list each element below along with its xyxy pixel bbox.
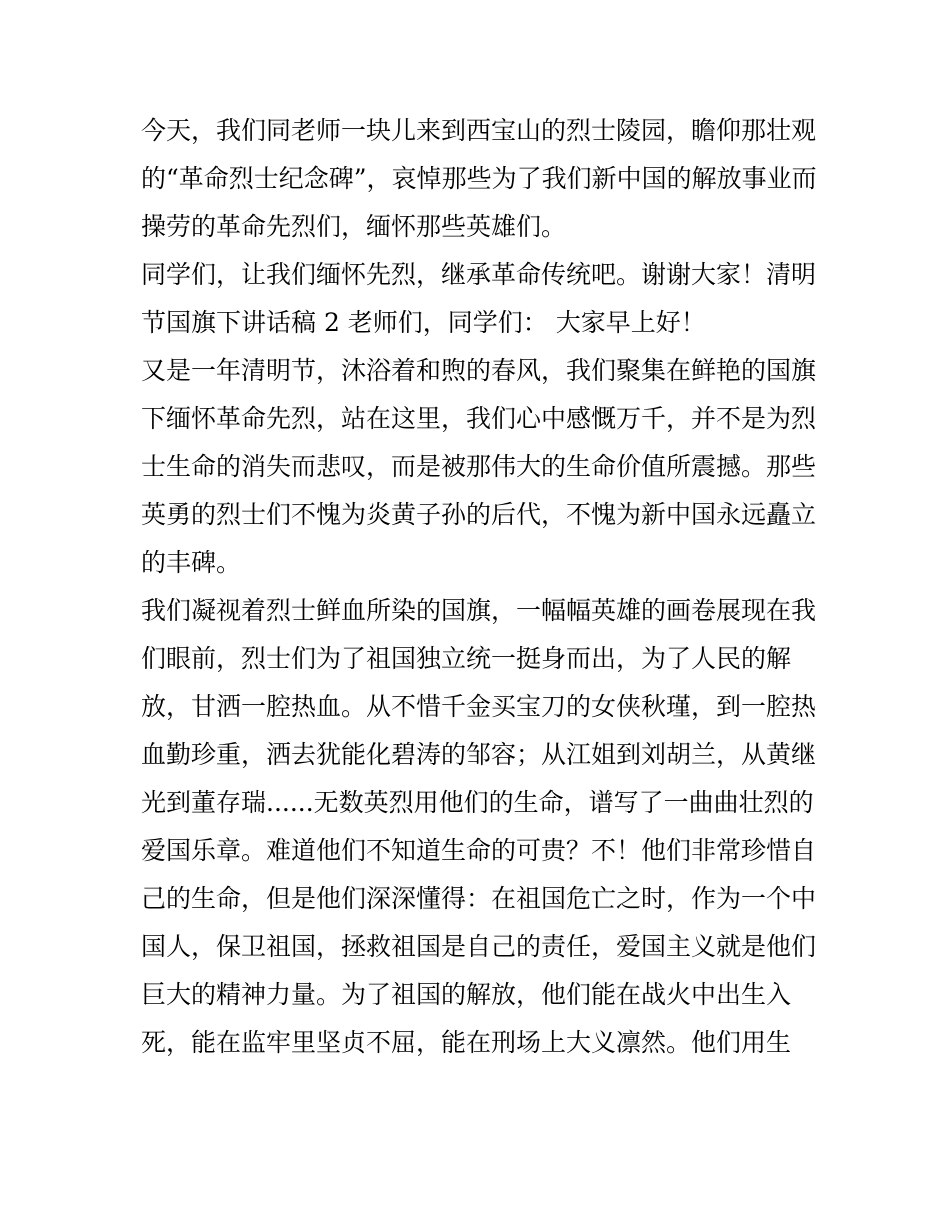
text-line: 巨大的精神力量。为了祖国的解放，他们能在战火中出生入 — [141, 980, 792, 1009]
text-line: 下缅怀革命先烈，站在这里，我们心中感慨万千，并不是为烈 — [141, 404, 817, 433]
text-line: 的“革命烈士纪念碑”，哀悼那些为了我们新中国的解放事业而 — [141, 164, 817, 193]
text-line: 的丰碑。 — [141, 548, 242, 577]
text-line: 节国旗下讲话稿 2 老师们，同学们： 大家早上好！ — [141, 308, 706, 337]
text-line: 放，甘洒一腔热血。从不惜千金买宝刀的女侠秋瑾，到一腔热 — [141, 692, 817, 721]
speech-text-body — [141, 107, 821, 1067]
text-line: 又是一年清明节，沐浴着和煦的春风，我们聚集在鲜艳的国旗 — [141, 356, 817, 385]
text-line: 己的生命，但是他们深深懂得：在祖国危亡之时，作为一个中 — [141, 884, 817, 913]
text-line: 今天，我们同老师一块儿来到西宝山的烈士陵园，瞻仰那壮观 — [141, 116, 817, 145]
text-line: 英勇的烈士们不愧为炎黄子孙的后代，不愧为新中国永远矗立 — [141, 500, 817, 529]
text-line: 血勤珍重，洒去犹能化碧涛的邹容；从江姐到刘胡兰，从黄继 — [141, 740, 817, 769]
text-line: 操劳的革命先烈们，缅怀那些英雄们。 — [141, 212, 567, 241]
text-line: 光到董存瑞......无数英烈用他们的生命，谱写了一曲曲壮烈的 — [141, 788, 814, 817]
text-line: 同学们，让我们缅怀先烈，继承革命传统吧。谢谢大家！清明 — [141, 260, 817, 289]
text-line: 士生命的消失而悲叹，而是被那伟大的生命价值所震撼。那些 — [141, 452, 817, 481]
text-line: 爱国乐章。难道他们不知道生命的可贵？不！他们非常珍惜自 — [141, 836, 817, 865]
text-line: 国人，保卫祖国，拯救祖国是自己的责任，爱国主义就是他们 — [141, 932, 817, 961]
text-line: 死，能在监牢里坚贞不屈，能在刑场上大义凛然。他们用生 — [141, 1028, 792, 1057]
text-line: 我们凝视着烈士鲜血所染的国旗，一幅幅英雄的画卷展现在我 — [141, 596, 817, 625]
text-line: 们眼前，烈士们为了祖国独立统一挺身而出，为了人民的解 — [141, 644, 792, 673]
